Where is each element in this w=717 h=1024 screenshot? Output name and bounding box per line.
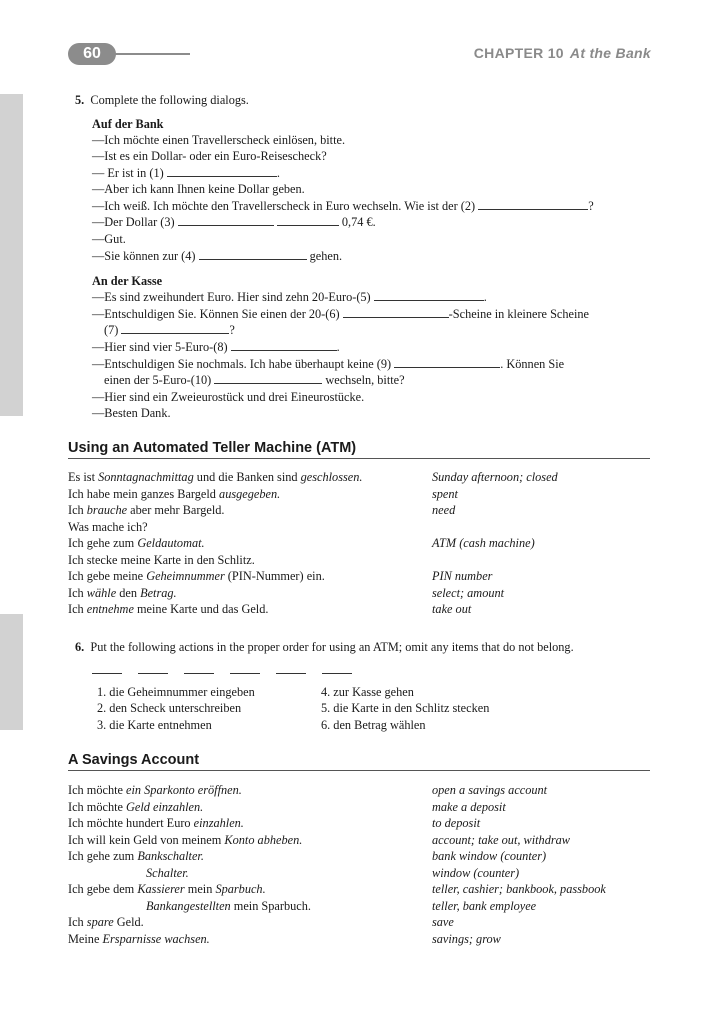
line-text: . (483, 290, 487, 304)
answer-blank[interactable] (121, 322, 229, 334)
line-text: —Hier sind vier 5-Euro-(8) (92, 340, 228, 354)
line-text: —Der Dollar (3) (92, 215, 175, 229)
dialog-line (92, 339, 340, 355)
vocab-translation: ATM (cash machine) (432, 536, 535, 550)
vocab-text: Ich möchte hundert Euro (68, 816, 194, 830)
header-rule (114, 53, 190, 55)
side-tab (0, 614, 23, 730)
exercise-number: 6. (75, 640, 85, 654)
vocab-line (68, 914, 144, 930)
dialog-title: Auf der Bank (92, 117, 164, 131)
vocab-translation: savings; grow (432, 932, 501, 946)
line-text: 0,74 €. (341, 215, 376, 229)
answer-blank[interactable] (214, 372, 322, 384)
vocab-term: Kassierer (137, 882, 185, 896)
vocab-text: meine Karte und das Geld. (133, 602, 269, 616)
vocab-term: brauche (86, 503, 128, 517)
vocab-term: geschlossen. (300, 470, 363, 484)
vocab-translation: make a deposit (432, 800, 506, 814)
dialog-line (92, 289, 487, 305)
vocab-translation: to deposit (432, 816, 481, 830)
vocab-text: mein (184, 882, 216, 896)
vocab-line (146, 865, 189, 881)
dialog-line (92, 356, 564, 372)
vocab-term: ausgegeben. (219, 487, 281, 501)
vocab-line (68, 568, 325, 584)
line-text: —Sie können zur (4) (92, 249, 196, 263)
vocab-translation: save (432, 915, 454, 929)
list-item: 4. zur Kasse gehen (321, 685, 414, 699)
exercise-instruction: Complete the following dialogs. (90, 93, 249, 107)
vocab-term: einzahlen. (193, 816, 244, 830)
vocab-line (68, 782, 242, 798)
vocab-line (68, 848, 204, 864)
vocab-line (68, 799, 203, 815)
vocab-translation: window (counter) (432, 866, 520, 880)
vocab-text: Ich gebe dem (68, 882, 138, 896)
answer-blank[interactable] (231, 339, 337, 351)
vocab-text: (PIN-Nummer) ein. (224, 569, 325, 583)
vocab-text: Ich (68, 586, 87, 600)
vocab-line (68, 486, 280, 502)
exercise-5-heading (75, 92, 249, 108)
exercise-instruction: Put the following actions in the proper order for using an ATM; omit any items that do not belong. (90, 640, 574, 654)
vocab-translation: spent (432, 487, 458, 501)
vocab-line (68, 535, 205, 551)
line-text: —Ich weiß. Ich möchte den Travellerscheck in Euro wechseln. Wie ist der (2) (92, 199, 476, 213)
dialog-line: —Hier sind ein Zweieurostück und drei Eineurostücke. (92, 390, 365, 404)
vocab-text: aber mehr Bargeld. (127, 503, 225, 517)
vocab-translation: take out (432, 602, 472, 616)
vocab-text: Ich gehe zum (68, 849, 138, 863)
page-number: 60 (68, 43, 116, 65)
vocab-line (146, 898, 311, 914)
vocab-translation: select; amount (432, 586, 505, 600)
vocab-term: spare (86, 915, 114, 929)
vocab-line (68, 931, 210, 947)
line-text: einen der 5-Euro-(10) (104, 373, 212, 387)
vocab-translation: need (432, 503, 456, 517)
vocab-term: Geldautomat. (137, 536, 205, 550)
line-text: . Können Sie (500, 357, 565, 371)
vocab-term: Geld einzahlen. (126, 800, 204, 814)
vocab-term: Geheimnummer (146, 569, 225, 583)
line-text: . (336, 340, 340, 354)
line-text: wechseln, bitte? (325, 373, 405, 387)
vocab-term: entnehme (86, 602, 134, 616)
line-text: gehen. (309, 249, 343, 263)
dialog-line (92, 165, 280, 181)
list-item: 3. die Karte entnehmen (97, 718, 212, 732)
answer-blank[interactable] (199, 248, 307, 260)
vocab-term: Bankschalter. (137, 849, 204, 863)
vocab-text: den (116, 586, 141, 600)
vocab-text: Ich (68, 602, 87, 616)
dialog-title: An der Kasse (92, 274, 163, 288)
vocab-term: Sonntagnachmittag (98, 470, 194, 484)
vocab-line (68, 815, 244, 831)
order-blank[interactable] (92, 663, 122, 674)
dialog-line (104, 372, 405, 388)
vocab-translation: teller, bank employee (432, 899, 537, 913)
vocab-text: Geld. (113, 915, 144, 929)
dialog-line (92, 198, 594, 214)
dialog-line (92, 214, 376, 230)
vocab-translation: account; take out, withdraw (432, 833, 570, 847)
dialog-line (92, 248, 342, 264)
order-blank[interactable] (184, 663, 214, 674)
list-item: 2. den Scheck unterschreiben (97, 701, 242, 715)
line-text: —Es sind zweihundert Euro. Hier sind zehn 20-Euro-(5) (92, 290, 371, 304)
answer-blank[interactable] (478, 198, 588, 210)
vocab-translation: teller, cashier; bankbook, passbook (432, 882, 606, 896)
exercise-6-heading (75, 639, 574, 655)
vocab-text: Ich (68, 915, 87, 929)
vocab-text: Ich gebe meine (68, 569, 147, 583)
chapter-title: At the Bank (569, 45, 651, 61)
dialog-line: —Ist es ein Dollar- oder ein Euro-Reisescheck? (92, 149, 327, 163)
vocab-translation: PIN number (432, 569, 493, 583)
vocab-text: Meine (68, 932, 103, 946)
vocab-text: Es ist (68, 470, 99, 484)
answer-blank[interactable] (394, 356, 500, 368)
vocab-line (68, 502, 225, 518)
dialog-line: —Aber ich kann Ihnen keine Dollar geben. (92, 182, 305, 196)
exercise-number: 5. (75, 93, 85, 107)
chapter-heading (474, 45, 651, 61)
line-text: —Entschuldigen Sie. Können Sie einen der 20-(6) (92, 307, 340, 321)
vocab-term: Schalter. (146, 866, 189, 880)
vocab-text: Ich möchte (68, 800, 127, 814)
line-text: -Scheine in kleinere Scheine (448, 307, 590, 321)
line-text: (7) (104, 323, 119, 337)
vocab-line (68, 881, 266, 897)
vocab-term: Sparbuch. (215, 882, 266, 896)
vocab-text: und die Banken sind (193, 470, 301, 484)
vocab-text: mein Sparbuch. (230, 899, 311, 913)
section-heading-atm: Using an Automated Teller Machine (ATM) (68, 440, 650, 459)
chapter-label: CHAPTER 10 (473, 45, 564, 61)
vocab-translation: Sunday afternoon; closed (432, 470, 558, 484)
line-text: ? (229, 323, 235, 337)
order-blanks (92, 662, 368, 678)
answer-blank[interactable] (167, 165, 277, 177)
answer-blank[interactable] (343, 306, 449, 318)
side-tab (0, 94, 23, 416)
vocab-text: Ich will kein Geld von meinem (68, 833, 225, 847)
vocab-translation: bank window (counter) (432, 849, 547, 863)
vocab-text: Ich gehe zum (68, 536, 138, 550)
order-blank[interactable] (230, 663, 260, 674)
line-text: —Entschuldigen Sie nochmals. Ich habe überhaupt keine (9) (92, 357, 392, 371)
line-text: — Er ist in (1) (92, 166, 164, 180)
answer-blank[interactable] (178, 214, 274, 226)
vocab-line (68, 601, 268, 617)
vocab-line: Ich stecke meine Karte in den Schlitz. (68, 553, 255, 567)
vocab-term: ein Sparkonto eröffnen. (126, 783, 242, 797)
vocab-line (68, 469, 362, 485)
vocab-line (68, 585, 177, 601)
line-text: . (276, 166, 280, 180)
dialog-line (92, 306, 589, 322)
answer-blank[interactable] (277, 214, 339, 226)
vocab-text: Ich (68, 503, 87, 517)
dialog-line: —Ich möchte einen Travellerscheck einlösen, bitte. (92, 133, 346, 147)
answer-blank[interactable] (374, 289, 484, 301)
vocab-line (68, 832, 302, 848)
list-item: 1. die Geheimnummer eingeben (97, 685, 255, 699)
line-text: ? (588, 199, 594, 213)
dialog-line: —Besten Dank. (92, 406, 171, 420)
section-heading-savings: A Savings Account (68, 752, 650, 771)
vocab-text: Ich habe mein ganzes Bargeld (68, 487, 220, 501)
vocab-term: Bankangestellten (146, 899, 231, 913)
dialog-line (104, 322, 235, 338)
order-blank[interactable] (276, 663, 306, 674)
order-blank[interactable] (138, 663, 168, 674)
list-item: 6. den Betrag wählen (321, 718, 426, 732)
vocab-translation: open a savings account (432, 783, 548, 797)
vocab-term: Ersparnisse wachsen. (102, 932, 210, 946)
vocab-text: Ich möchte (68, 783, 127, 797)
vocab-line: Was mache ich? (68, 520, 148, 534)
order-blank[interactable] (322, 663, 352, 674)
vocab-term: Betrag. (140, 586, 177, 600)
list-item: 5. die Karte in den Schlitz stecken (321, 701, 490, 715)
vocab-term: wähle (86, 586, 117, 600)
dialog-line: —Gut. (92, 232, 126, 246)
vocab-term: Konto abheben. (224, 833, 303, 847)
